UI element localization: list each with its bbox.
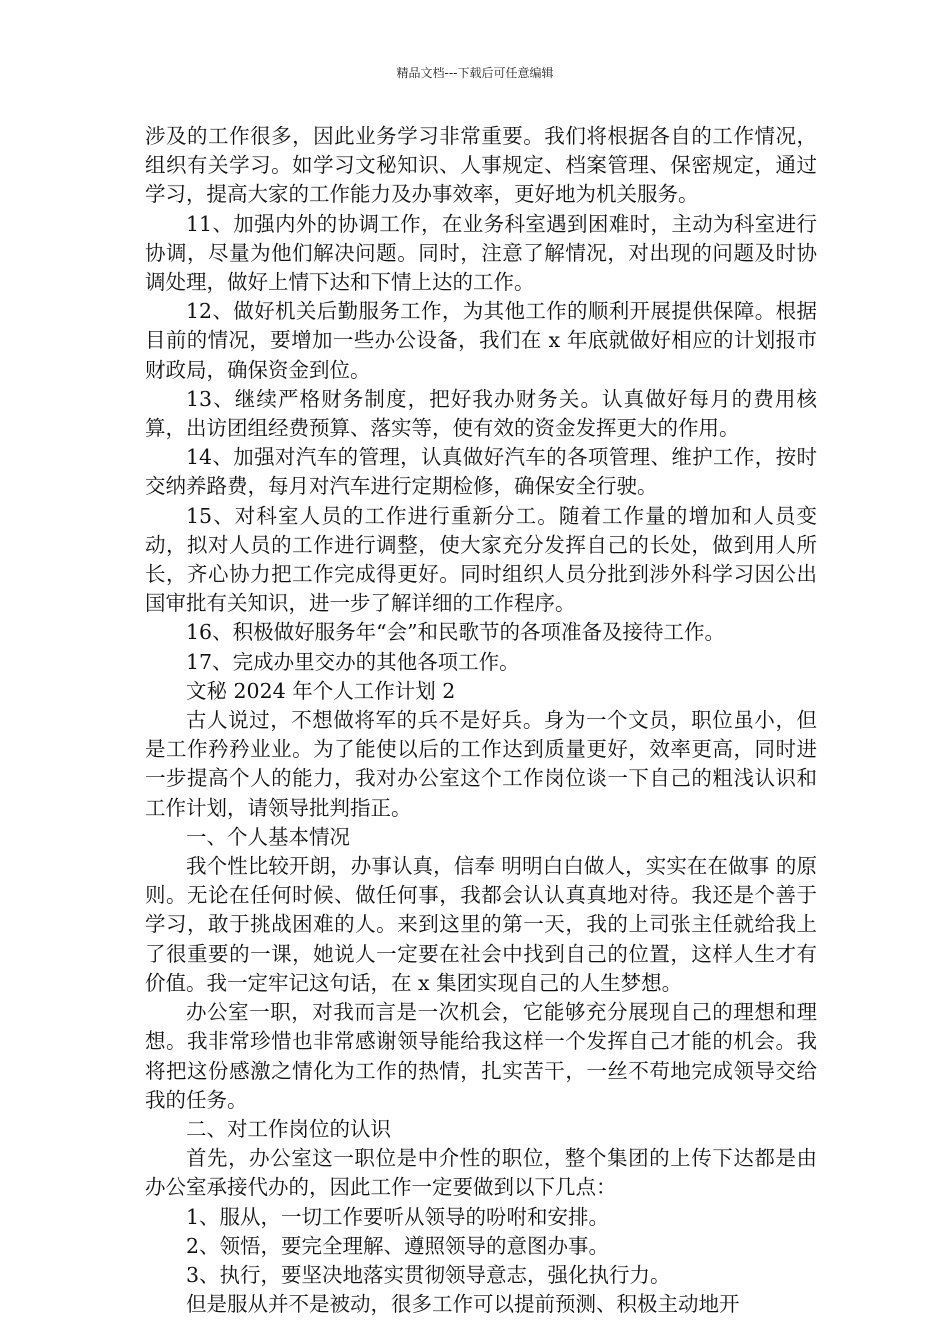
list-item: 2、领悟，要完全理解、遵照领导的意图办事。 <box>186 1233 610 1258</box>
paragraph: 15、对科室人员的工作进行重新分工。随着工作量的增加和人员变动，拟对人员的工作进行调整，使大家充分发挥自己的长处，做到用人所长，齐心协力把工作完成得更好。同时组织人员分批到涉外科学习因公出国审批有关知识，进一步了解详细的工作程序。 <box>145 503 817 616</box>
paragraph: 涉及的工作很多，因此业务学习非常重要。我们将根据各自的工作情况，组织有关学习。如学习文秘知识、人事规定、档案管理、保密规定，通过学习，提高大家的工作能力及办事效率，更好地为机关服务。 <box>145 124 817 207</box>
paragraph: 17、完成办里交办的其他各项工作。 <box>186 649 520 674</box>
paragraph: 13、继续严格财务制度，把好我办财务关。认真做好每月的费用核算，出访团组经费预算、落实等，使有效的资金发挥更大的作用。 <box>145 386 817 441</box>
list-item: 1、服从，一切工作要听从领导的吩咐和安排。 <box>186 1204 610 1229</box>
paragraph: 16、积极做好服务年“会”和民歌节的各项准备及接待工作。 <box>186 620 726 645</box>
paragraph: 古人说过，不想做将军的兵不是好兵。身为一个文员，职位虽小，但是工作矜矜业业。为了能使以后的工作达到质量更好，效率更高，同时进一步提高个人的能力，我对办公室这个工作岗位谈一下自己的粗浅认识和工作计划，请领导批判指正。 <box>145 708 817 820</box>
paragraph: 首先，办公室这一职位是中介性的职位，整个集团的上传下达都是由办公室承接代办的，因此工作一定要做到以下几点： <box>145 1146 817 1200</box>
list-item: 3、执行，要坚决地落实贯彻领导意志，强化执行力。 <box>186 1262 671 1287</box>
paragraph: 12、做好机关后勤服务工作，为其他工作的顺利开展提供保障。根据目前的情况，要增加一些办公设备，我们在 x 年底就做好相应的计划报市财政局，确保资金到位。 <box>145 299 817 382</box>
document-body <box>145 122 817 1319</box>
paragraph: 14、加强对汽车的管理，认真做好汽车的各项管理、维护工作，按时交纳养路费，每月对汽车进行定期检修，确保安全行驶。 <box>145 445 817 499</box>
paragraph: 我个性比较开朗，办事认真，信奉 明明白白做人，实实在在做事 的原则。无论在任何时候、做任何事，我都会认认真真地对待。我还是个善于学习，敢于挑战困难的人。来到这里的第一天，我的上司张主任就给我上了很重要的一课，她说人一定要在社会中找到自己的位置，这样人生才有价值。我一定牢记这句话，在 x 集团实现自己的人生梦想。 <box>145 854 817 995</box>
page-header: 精品文档---下载后可任意编辑 <box>396 66 554 80</box>
section-heading: 一、个人基本情况 <box>186 824 350 849</box>
section-heading: 二、对工作岗位的认识 <box>186 1116 391 1141</box>
paragraph: 但是服从并不是被动，很多工作可以提前预测、积极主动地开 <box>186 1292 740 1317</box>
section-title: 文秘 2024 年个人工作计划 2 <box>186 678 456 703</box>
paragraph: 办公室一职，对我而言是一次机会，它能够充分展现自己的理想和理想。我非常珍惜也非常感谢领导能给我这样一个发挥自己才能的机会。我将把这份感激之情化为工作的热情，扎实苦干，一丝不苟地完成领导交给我的任务。 <box>145 1000 817 1112</box>
paragraph: 11、加强内外的协调工作，在业务科室遇到困难时，主动为科室进行协调，尽量为他们解决问题。同时，注意了解情况，对出现的问题及时协调处理，做好上情下达和下情上达的工作。 <box>145 211 817 295</box>
